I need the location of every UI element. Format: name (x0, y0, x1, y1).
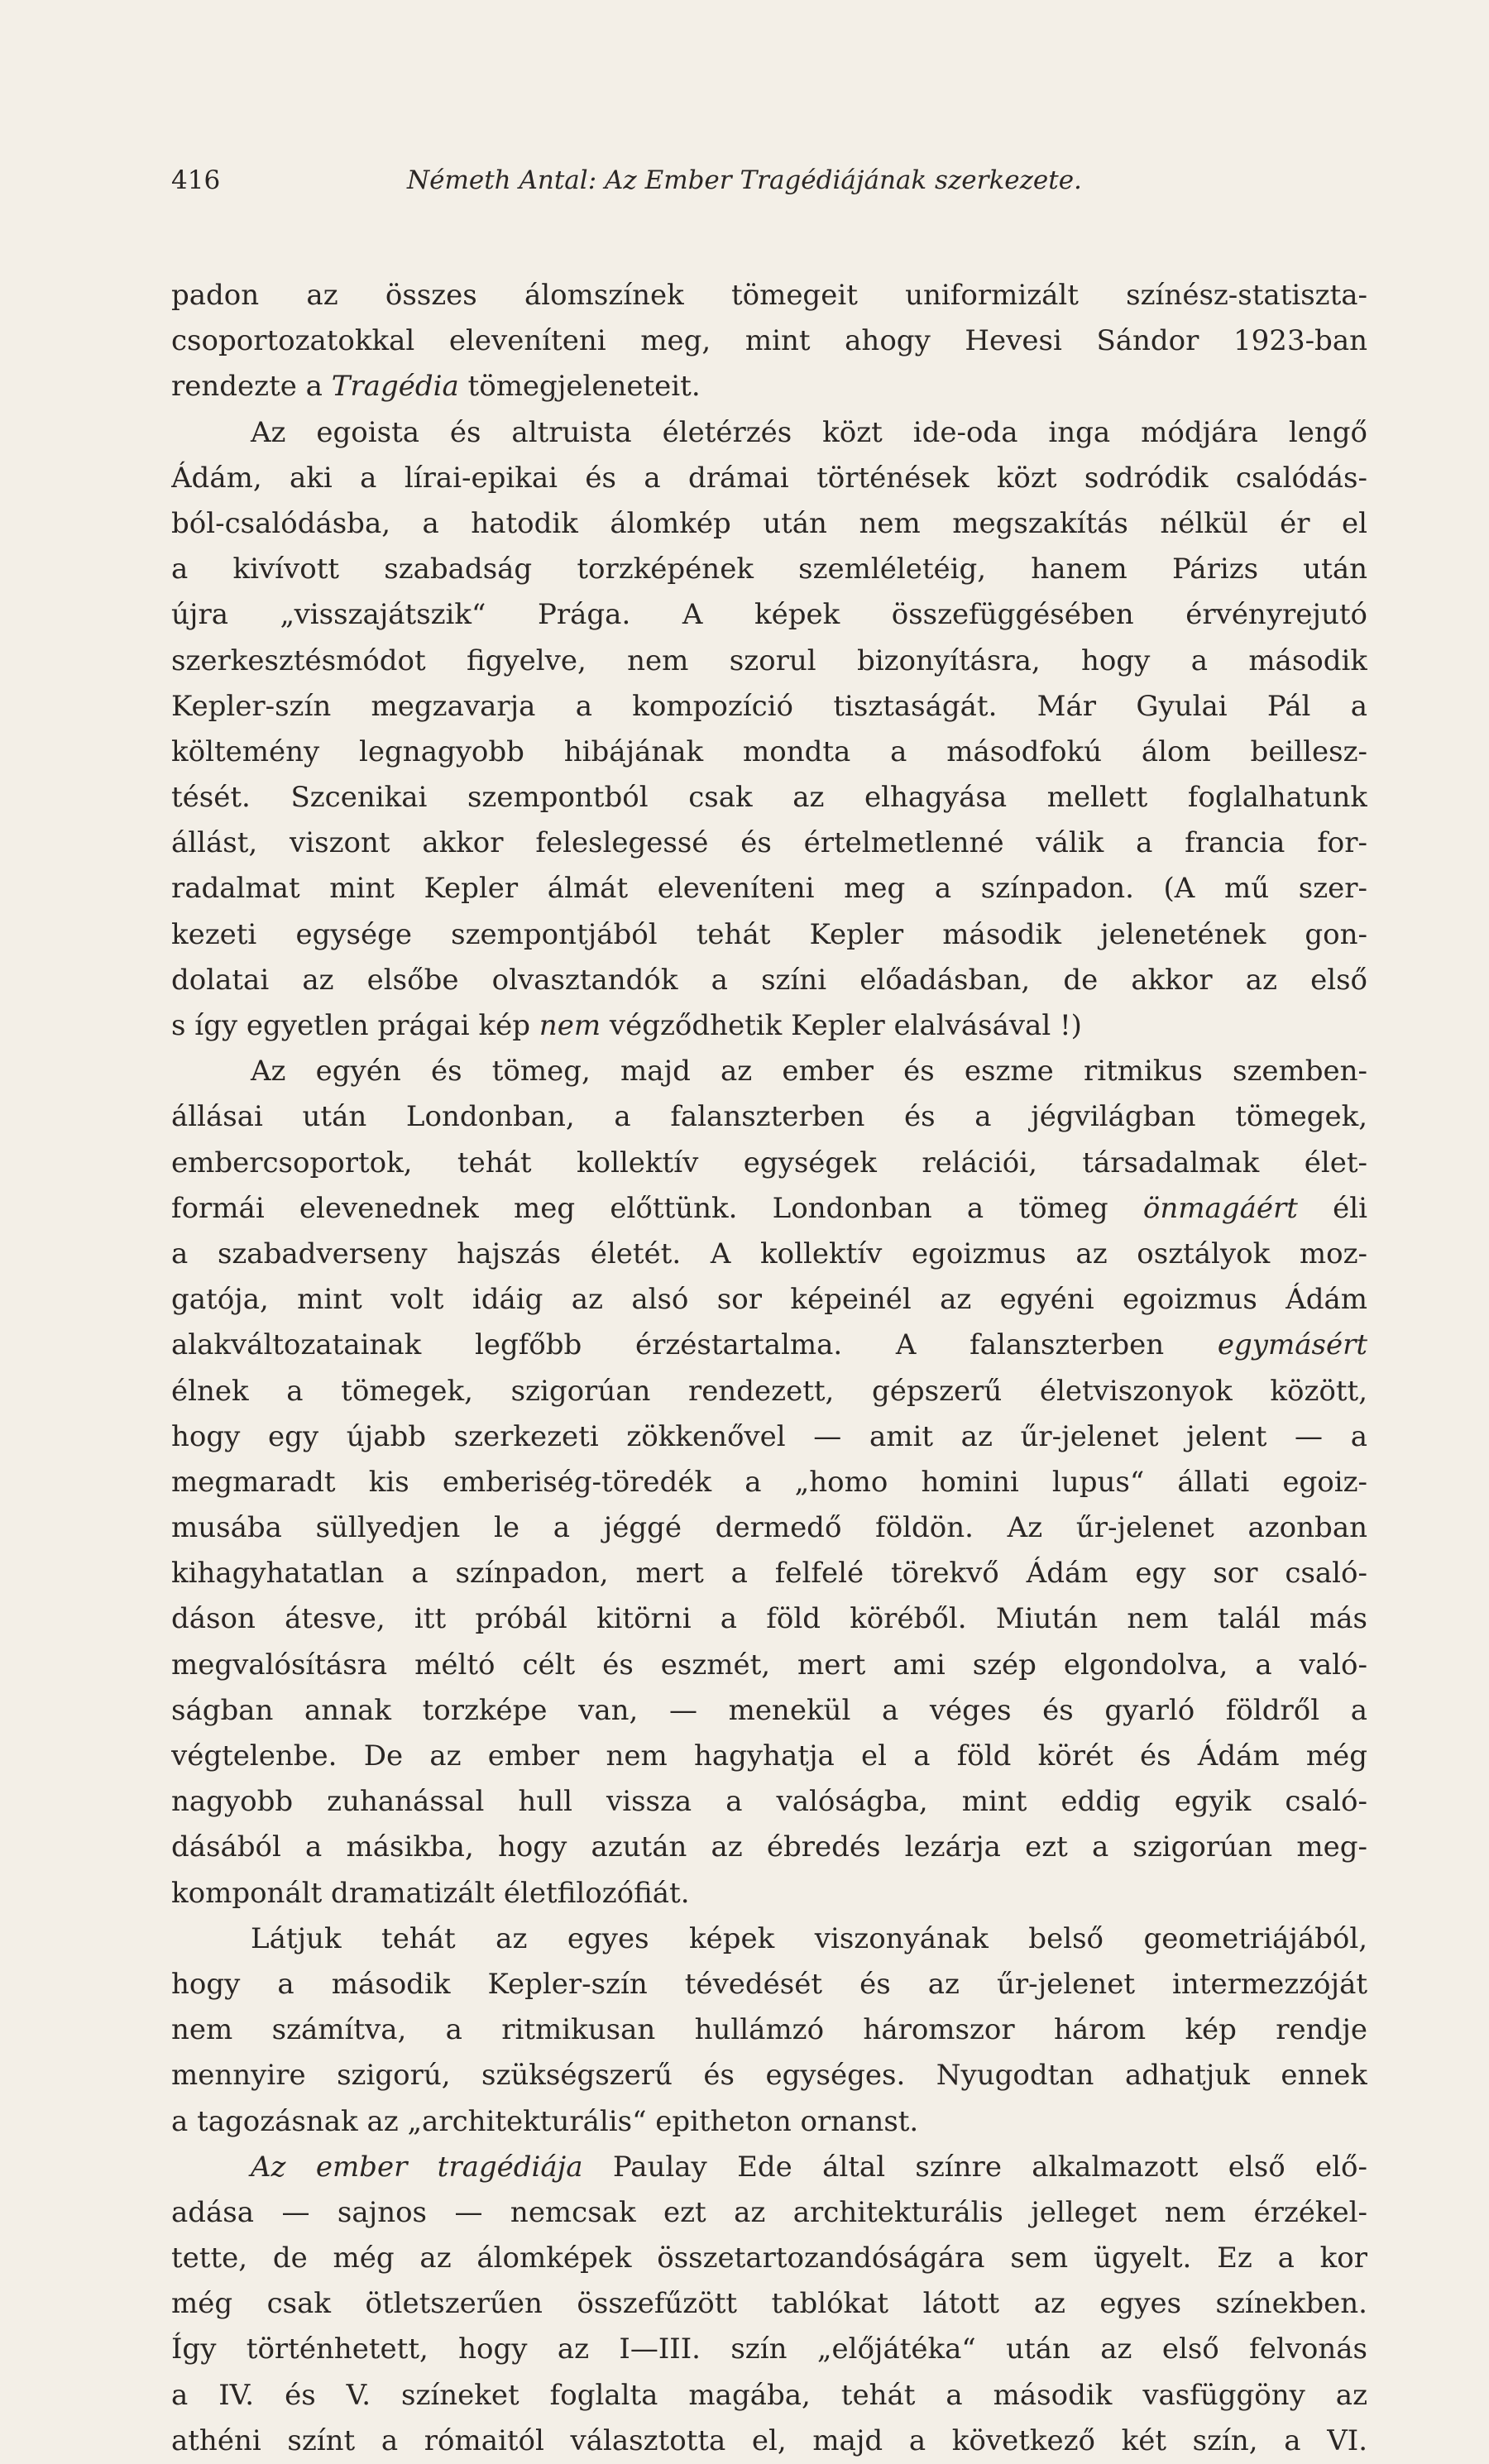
text-line: szerkesztésmódot figyelve, nem szorul bizonyításra, hogy a második (171, 644, 1367, 677)
italic-title-tragedia: Tragédia (331, 370, 459, 404)
italic-emphasis: önmagáért (1142, 1191, 1298, 1225)
text-line: kezeti egysége szempontjából tehát Kepler második jelenetének gon- (171, 917, 1367, 951)
text-line: nem számítva, a ritmikusan hullámzó háromszor három kép rendje (171, 2013, 1367, 2047)
text-line: komponált dramatizált életfilozófiát. (171, 1876, 690, 1910)
text-run: rendezte a (171, 370, 332, 404)
text-line: padon az összes álomszínek tömegeit uniformizált színész-statiszta- (171, 279, 1367, 312)
running-title: Németh Antal: Az Ember Tragédiájának szerkezete. (407, 165, 1082, 195)
text-run: s így egyetlen prágai kép (171, 1009, 539, 1042)
text-line: a kivívott szabadság torzképének szemléletéig, hanem Párizs után (171, 553, 1367, 586)
text-line: megvalósításra méltó célt és eszmét, mert ami szép elgondolva, a való- (171, 1648, 1367, 1682)
text-line: tését. Szcenikai szempontból csak az elhagyása mellett foglalhatunk (171, 781, 1367, 815)
text-line: hogy egy újabb szerkezeti zökkenővel — amit az űr-jelenet jelent — a (171, 1419, 1367, 1453)
text-line: költemény legnagyobb hibájának mondta a másodfokú álom beillesz- (171, 734, 1367, 768)
text-line: dolatai az elsőbe olvasztandók a színi előadásban, de akkor az első (171, 963, 1367, 997)
text-line: élnek a tömegek, szigorúan rendezett, gépszerű életviszonyok között, (171, 1374, 1367, 1408)
text-line: a tagozásnak az „architekturális“ epitheton ornanst. (171, 2104, 919, 2138)
text-line (171, 1186, 1367, 1232)
italic-emphasis: egymásért (1217, 1328, 1367, 1362)
text-line: Ádám, aki a lírai-epikai és a drámai történések közt sodródik csalódás- (171, 461, 1367, 495)
paragraph-start-line: Az egyén és tömeg, majd az ember és eszme ritmikus szemben- (251, 1055, 1367, 1088)
text-line: hogy a második Kepler-szín tévedését és az űr-jelenet intermezzóját (171, 1967, 1367, 2001)
text-line: ságban annak torzképe van, — menekül a véges és gyarló földről a (171, 1693, 1367, 1727)
text-line: dásából a másikba, hogy azután az ébredés lezárja ezt a szigorúan meg- (171, 1830, 1367, 1864)
text-line: a szabadverseny hajszás életét. A kollektív egoizmus az osztályok moz- (171, 1237, 1367, 1270)
text-line: végtelenbe. De az ember nem hagyhatja el a föld körét és Ádám még (171, 1739, 1367, 1773)
text-line: újra „visszajátszik“ Prága. A képek összefüggésében érvényrejutó (171, 598, 1367, 632)
text-line: megmaradt kis emberiség-töredék a „homo homini lupus“ állati egoiz- (171, 1465, 1367, 1499)
text-line: állásai után Londonban, a falanszterben és a jégvilágban tömegek, (171, 1100, 1367, 1134)
page-header (171, 162, 1371, 199)
text-line: Kepler-szín megzavarja a kompozíció tisztaságát. Már Gyulai Pál a (171, 689, 1367, 723)
text-line: radalmat mint Kepler álmát eleveníteni meg a színpadon. (A mű szer- (171, 872, 1367, 906)
text-line: athéni színt a rómaitól választotta el, majd a következő két szín, a VI. (171, 2423, 1367, 2457)
text-line: állást, viszont akkor feleslegessé és értelmetlenné válik a francia for- (171, 826, 1367, 860)
text-line: csoportozatokkal eleveníteni meg, mint ahogy Hevesi Sándor 1923-ban (171, 324, 1367, 358)
paragraph-start-line: Látjuk tehát az egyes képek viszonyának belső geometriájából, (251, 1921, 1367, 1955)
text-line (171, 1323, 1367, 1368)
text-line (171, 364, 1367, 409)
page-number: 416 (171, 165, 221, 195)
text-line: a IV. és V. színeket foglalta magába, tehát a második vasfüggöny az (171, 2378, 1367, 2412)
text-run: Paulay Ede által színre alkalmazott első elő- (582, 2150, 1367, 2184)
italic-word-nem: nem (539, 1009, 601, 1042)
text-line: tette, de még az álomképek összetartozandóságára sem ügyelt. Ez a kor (171, 2242, 1367, 2275)
paragraph-start-line (171, 2145, 1367, 2190)
paragraph-start-line: Az egoista és altruista életérzés közt ide-oda inga módjára lengő (251, 415, 1367, 449)
text-line (171, 1003, 1367, 1049)
text-run: alakváltozatainak legfőbb érzéstartalma. A falanszterben (171, 1328, 1218, 1362)
text-line: Így történhetett, hogy az I—III. szín „előjátéka“ után az első felvonás (171, 2332, 1367, 2366)
text-run: éli (1297, 1191, 1367, 1225)
italic-emphasis: Az ember tragédiája (251, 2150, 583, 2184)
text-line: ból-csalódásba, a hatodik álomkép után nem megszakítás nélkül ér el (171, 506, 1367, 540)
text-line: adása — sajnos — nemcsak ezt az architekturális jelleget nem érzékel- (171, 2195, 1367, 2229)
text-line: dáson átesve, itt próbál kitörni a föld köréből. Miután nem talál más (171, 1602, 1367, 1636)
text-run: formái elevenednek meg előttünk. Londonban a tömeg (171, 1191, 1143, 1225)
text-run: végződhetik Kepler elalvásával !) (601, 1009, 1082, 1042)
text-run: tömegjeleneteit. (458, 370, 701, 404)
text-line: még csak ötletszerűen összefűzött tablókat látott az egyes színekben. (171, 2287, 1367, 2321)
text-line: mennyire szigorú, szükségszerű és egységes. Nyugodtan adhatjuk ennek (171, 2059, 1367, 2093)
text-line: nagyobb zuhanással hull vissza a valóságba, mint eddig egyik csaló- (171, 1785, 1367, 1819)
body-text (171, 273, 1367, 2464)
text-line: musába süllyedjen le a jéggé dermedő földön. Az űr-jelenet azonban (171, 1511, 1367, 1545)
text-line: kihagyhatatlan a színpadon, mert a felfelé törekvő Ádám egy sor csaló- (171, 1557, 1367, 1591)
text-line: gatója, mint volt idáig az alsó sor képeinél az egyéni egoizmus Ádám (171, 1283, 1367, 1317)
text-line: embercsoportok, tehát kollektív egységek relációi, társadalmak élet- (171, 1146, 1367, 1179)
